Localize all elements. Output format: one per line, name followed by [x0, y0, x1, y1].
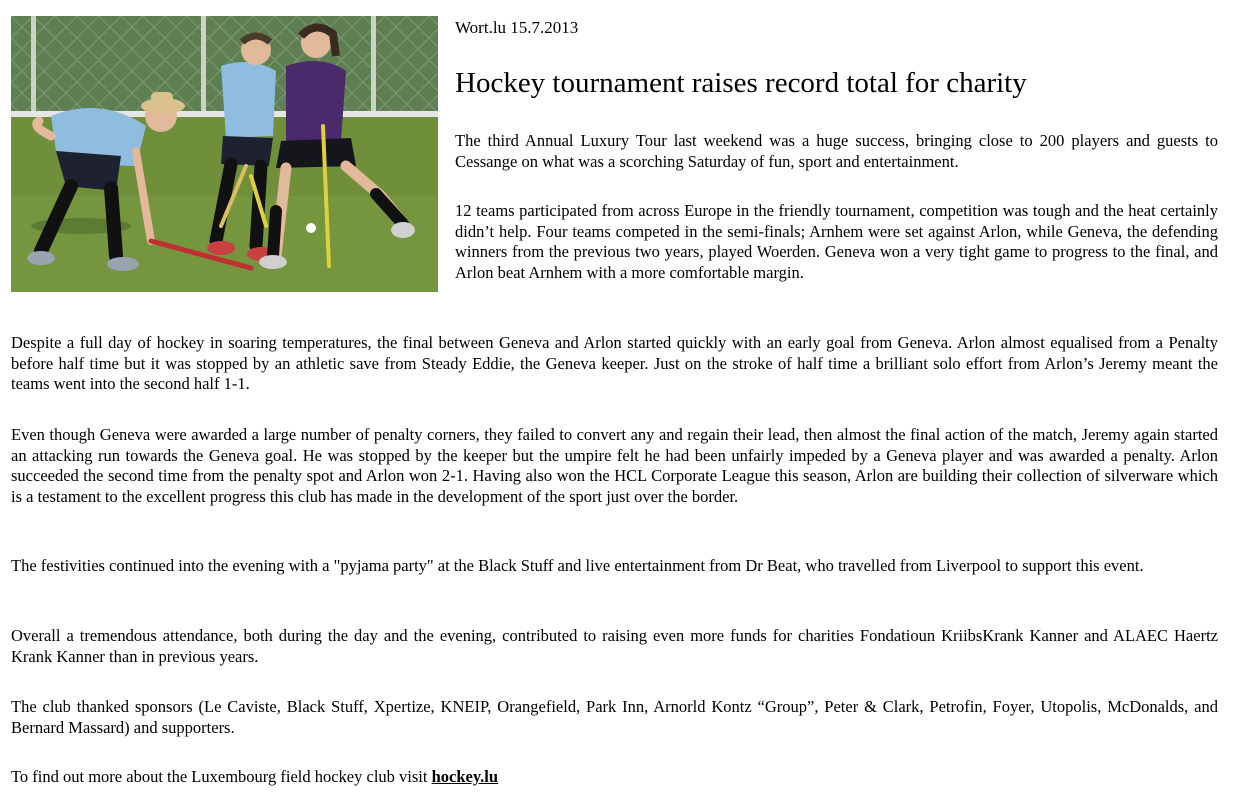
article-paragraph-7: The club thanked sponsors (Le Caviste, Black Stuff, Xpertize, KNEIP, Orangefield, Park Inn, Arnorld Kontz “Group”, Peter & Clark, Petrofin, Foyer, Utopolis, McDonalds, and Bernard Massard) and supporters.: [11, 697, 1218, 737]
article-paragraph-6: Overall a tremendous attendance, both during the day and the evening, contributed to raising even more funds for charities Fondatioun KriibsKrank Kanner and ALAEC Haertz Krank Kanner than in previous years.: [11, 626, 1218, 666]
article-paragraph-5: The festivities continued into the evening with a "pyjama party" at the Black Stuff and live entertainment from Dr Beat, who travelled from Liverpool to support this event.: [11, 556, 1144, 575]
hockey-lu-link[interactable]: hockey.lu: [431, 767, 499, 786]
article-paragraph-1: The third Annual Luxury Tour last weekend was a huge success, bringing close to 200 players and guests to Cessange on what was a scorching Saturday of fun, sport and entertainment.: [455, 131, 1218, 171]
article-paragraph-2: 12 teams participated from across Europe in the friendly tournament, competition was tough and the heat certainly didn’t help. Four teams competed in the semi-finals; Arnhem were set against Arlon, while Geneva, the defending winners from the previous two years, played Woerden. Geneva won a very tight game to progress to the final, and Arlon beat Arnhem with a more comfortable margin.: [455, 201, 1218, 282]
article-paragraph-3: Despite a full day of hockey in soaring temperatures, the final between Geneva and Arlon started quickly with an early goal from Geneva. Arlon almost equalised from a Penalty before half time but it was stopped by an athletic save from Steady Eddie, the Geneva keeper. Just on the stroke of half time a brilliant solo effort from Arlon’s Jeremy meant the teams went into the second half 1-1.: [11, 333, 1218, 394]
hockey-players-illustration: [11, 16, 438, 292]
article-source-date: Wort.lu 15.7.2013: [455, 18, 579, 37]
article-closing: [11, 767, 1218, 788]
article-paragraph-4: Even though Geneva were awarded a large number of penalty corners, they failed to convert any and regain their lead, then almost the final action of the match, Jeremy again started an attacking run towards the Geneva goal. He was stopped by the keeper but the umpire felt he had been unfairly impeded by a Geneva player and was awarded a penalty. Arlon succeeded the second time from the penalty spot and Arlon won 2-1. Having also won the HCL Corporate League this season, Arlon are building their collection of silverware which is a testament to the excellent progress this club has made in the development of the sport just over the border.: [11, 425, 1218, 506]
closing-text: To find out more about the Luxembourg field hockey club visit: [11, 767, 432, 786]
hockey-photo: [11, 16, 438, 292]
article-headline: Hockey tournament raises record total for charity: [455, 67, 1027, 99]
